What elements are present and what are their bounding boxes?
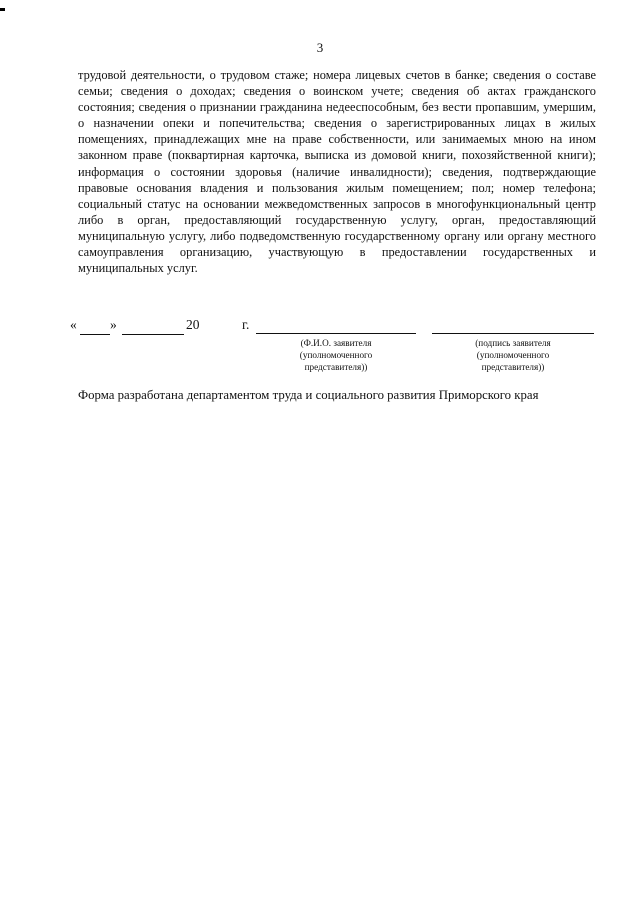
year-prefix: 20: [186, 317, 200, 332]
signature-line: [432, 333, 594, 334]
day-blank-line: [80, 334, 110, 335]
scan-corner-mark: [0, 8, 5, 11]
date-quote-open: «: [70, 317, 77, 332]
form-origin-note: Форма разработана департаментом труда и социального развития Приморского края: [78, 388, 539, 402]
name-signature-line: [256, 333, 416, 334]
month-blank-line: [122, 334, 184, 335]
signature-caption: (подпись заявителя (уполномоченного представителя)): [475, 338, 551, 372]
date-quote-close: »: [110, 317, 117, 332]
consent-paragraph: трудовой деятельности, о трудовом стаже; номера лицевых счетов в банке; сведения о составе семьи; сведения о доходах; сведения о воинском учете; сведения об актах гражданского состояния; сведения о признании гражданина недееспособным, без вести пропавшим, умершим, о назначении опеки и попечительства; сведения о зарегистрированных лицах в жилых помещениях, принадлежащих мне на праве собственности, или занимаемых мною на ином законном праве (поквартирная карточка, выписка из домовой книги, похозяйственной книги); информация о состоянии здоровья (наличие инвалидности); сведения, подтверждающие правовые основания владения и пользования жилым помещением; пол; номер телефона; социальный статус на основании межведомственных запросов в многофункциональный центр либо в орган, предоставляющий государственную услугу, орган, предоставляющий муниципальную услугу, либо подведомственную государственному органу или органу местного самоуправления организацию, участвующую в предоставлении государственных и муниципальных услуг.: [78, 68, 596, 276]
year-suffix: г.: [242, 317, 250, 332]
page-number: 3: [316, 40, 324, 55]
name-caption: (Ф.И.О. заявителя (уполномоченного представителя)): [299, 338, 373, 372]
